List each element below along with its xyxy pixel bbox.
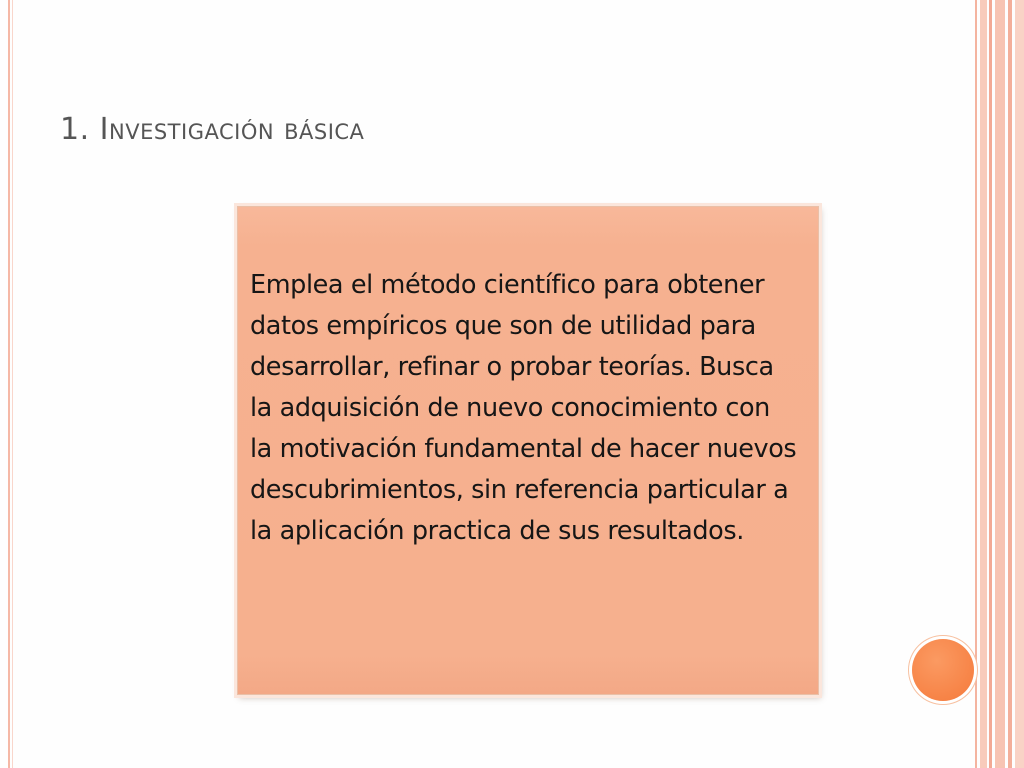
right-stripe (1008, 0, 1012, 768)
left-border-line-inner (12, 0, 13, 768)
content-box (237, 206, 819, 695)
right-stripe (975, 0, 977, 768)
right-stripe (995, 0, 1005, 768)
right-stripe (1015, 0, 1024, 768)
right-stripe (980, 0, 987, 768)
content-text: Emplea el método científico para obtener datos empíricos que son de utilidad para desarrollar, refinar o probar teorías. Busca la adquisición de nuevo conocimiento con la motivación fundamental de hacer nuevos descubrimientos, sin referencia particular a la aplicación practica de sus resultados. (250, 270, 797, 546)
decorative-circle (912, 639, 974, 701)
slide-title: 1. Investigación básica (60, 112, 365, 147)
left-border-line (8, 0, 10, 768)
right-stripe (989, 0, 992, 768)
